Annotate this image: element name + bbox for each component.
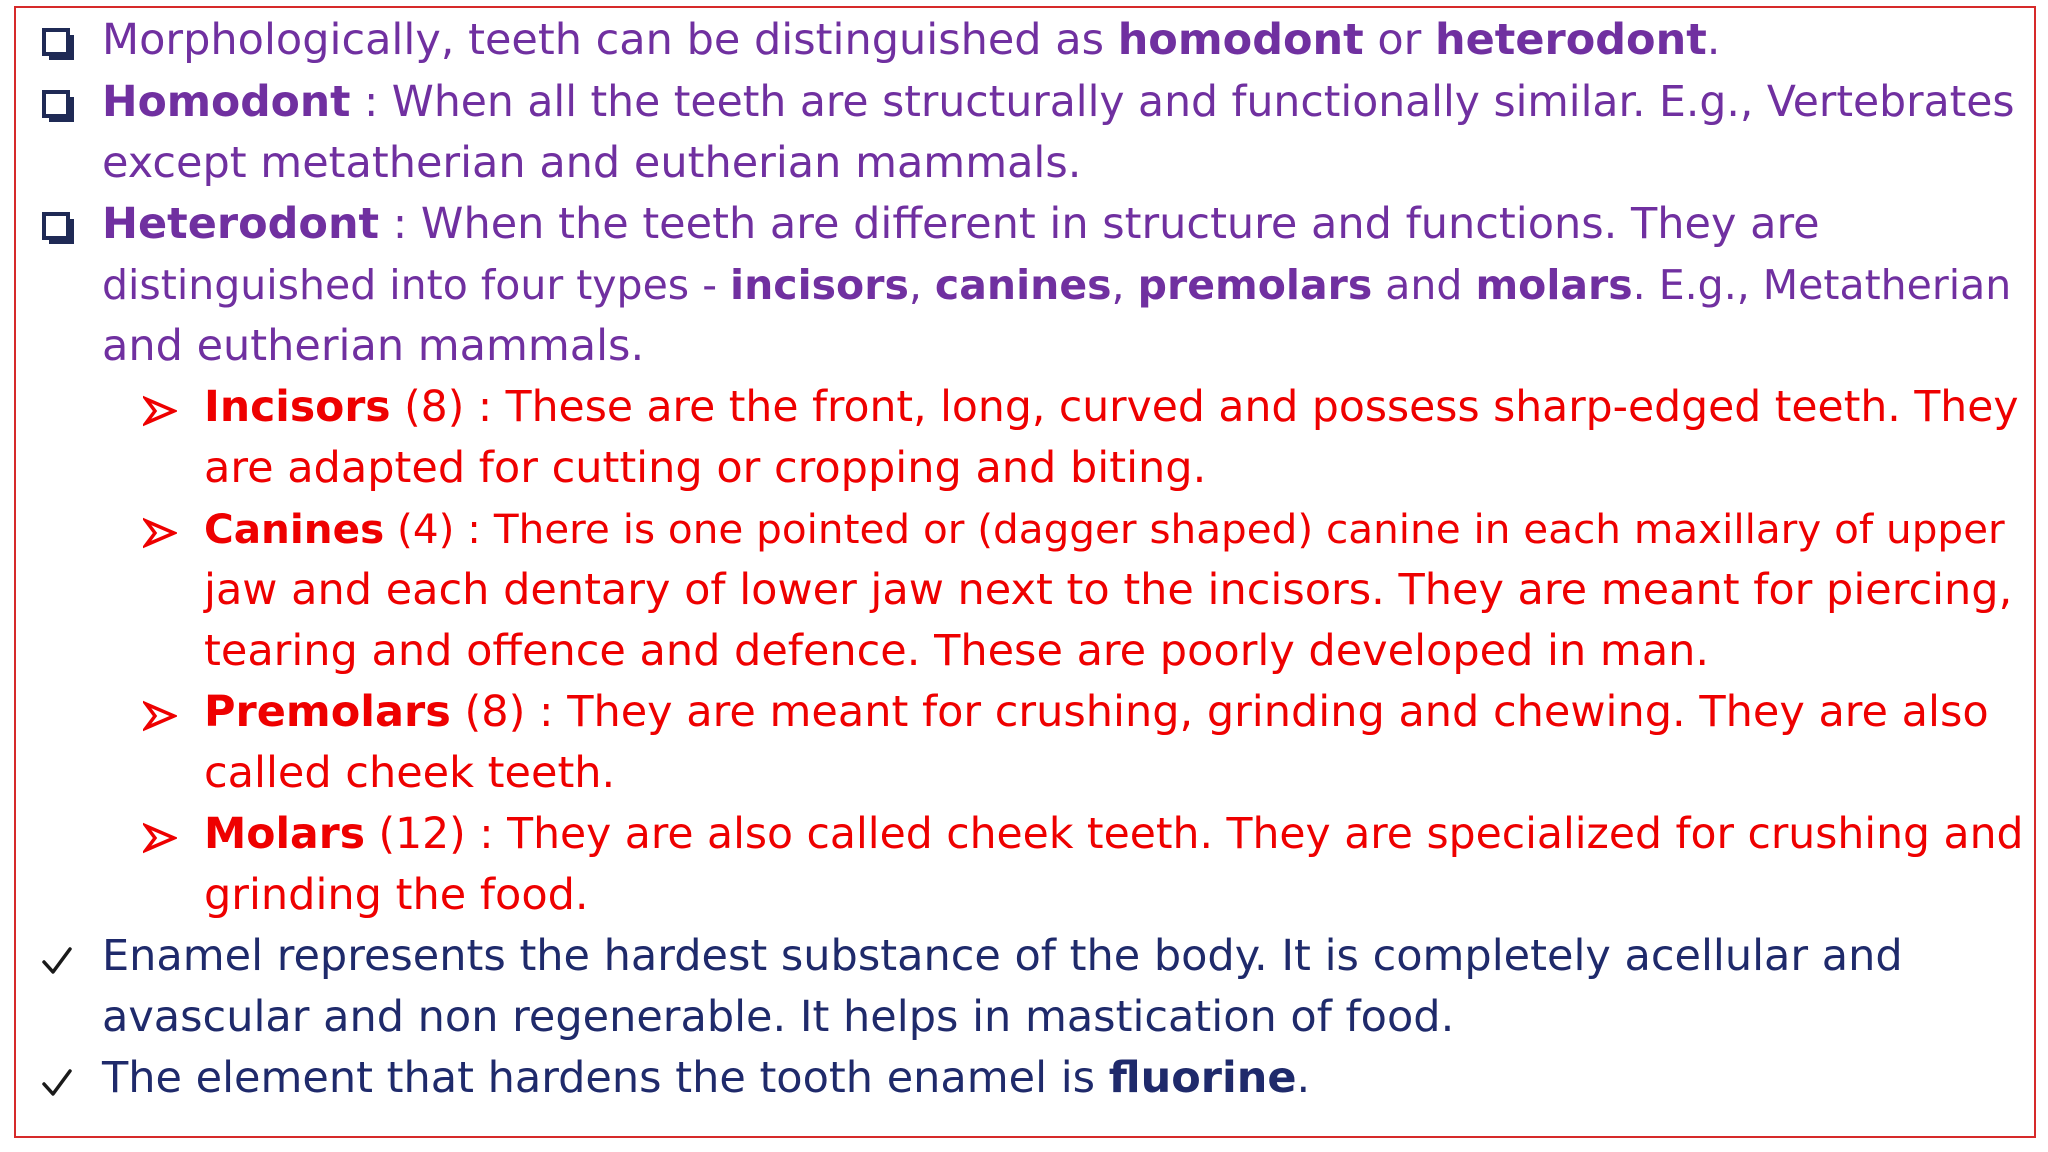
bullet-heterodont-line3: and eutherian mammals. [102, 321, 645, 371]
term-fluorine: fluorine [1108, 1053, 1297, 1103]
term-heterodont: heterodont [1435, 15, 1707, 65]
type-molars-line2: grinding the food. [204, 870, 589, 920]
type-count: (8) [390, 383, 465, 432]
type-canines-line3: tearing and offence and defence. These are poorly developed in man. [204, 626, 1710, 676]
type-name: Incisors [204, 383, 391, 432]
arrow-bullet-icon [143, 808, 177, 869]
text: and [1372, 261, 1476, 309]
text: : They are also called cheek teeth. They are specialized for crushing and [465, 810, 2024, 859]
arrow-bullet-icon [143, 503, 177, 564]
bullet-heterodont-line2 [102, 255, 2011, 316]
text: : There is one pointed or (dagger shaped) canine in each maxillary of upper [454, 505, 2005, 553]
bullet-homodont-line2: except metatherian and eutherian mammals. [102, 138, 1082, 188]
text: , [1111, 261, 1138, 309]
checkmark-icon [40, 1052, 74, 1113]
bullet-homodont [102, 72, 2015, 133]
text: distinguished into four types - [102, 261, 731, 309]
text: . [1296, 1053, 1311, 1103]
type-count: (8) [450, 687, 526, 737]
text: Morphologically, teeth can be distinguished as [102, 15, 1118, 65]
text: The element that hardens the tooth enamel is [102, 1053, 1109, 1103]
text: : They are meant for crushing, grinding and chewing. They are also [525, 687, 1989, 737]
type-incisors [204, 377, 2019, 438]
text: : These are the front, long, curved and possess sharp-edged teeth. They [464, 383, 2019, 432]
text: , [908, 261, 935, 309]
text: : When all the teeth are structurally and functionally similar. E.g., Vertebrates [350, 78, 2015, 127]
bullet-morphology [102, 10, 1720, 71]
type-molars [204, 804, 2024, 865]
type-count: (12) [365, 810, 466, 859]
type-canines [204, 499, 2005, 560]
type-name: Canines [204, 505, 385, 553]
term-molars: molars [1475, 261, 1633, 309]
text: . E.g., Metatherian [1632, 261, 2012, 309]
type-premolars [204, 682, 1989, 743]
term-homodont: Homodont [102, 78, 351, 127]
checkbox-square-icon [40, 76, 80, 137]
checkmark-icon [40, 930, 74, 991]
check-fluorine [102, 1048, 1310, 1109]
text: : When the teeth are different in structure and functions. They are [379, 199, 1820, 249]
checkbox-square-icon [40, 198, 80, 259]
text: or [1363, 15, 1436, 65]
type-premolars-line2: called cheek teeth. [204, 748, 616, 798]
type-canines-line2: jaw and each dentary of lower jaw next to the incisors. They are meant for piercing, [204, 565, 2013, 615]
arrow-bullet-icon [143, 381, 177, 442]
check-enamel-line2: avascular and non regenerable. It helps in mastication of food. [102, 992, 1455, 1042]
type-name: Molars [204, 810, 365, 859]
term-premolars: premolars [1137, 261, 1373, 309]
term-heterodont: Heterodont [102, 199, 380, 249]
arrow-bullet-icon [143, 686, 177, 747]
term-canines: canines [934, 261, 1112, 309]
term-homodont: homodont [1117, 15, 1364, 65]
type-incisors-line2: are adapted for cutting or cropping and biting. [204, 443, 1207, 493]
term-incisors: incisors [730, 261, 909, 309]
type-name: Premolars [204, 687, 451, 737]
checkbox-square-icon [40, 14, 80, 75]
text: . [1706, 15, 1721, 65]
bullet-heterodont [102, 194, 1820, 255]
type-count: (4) [384, 505, 455, 553]
check-enamel: Enamel represents the hardest substance of the body. It is completely acellular and [102, 931, 1903, 981]
